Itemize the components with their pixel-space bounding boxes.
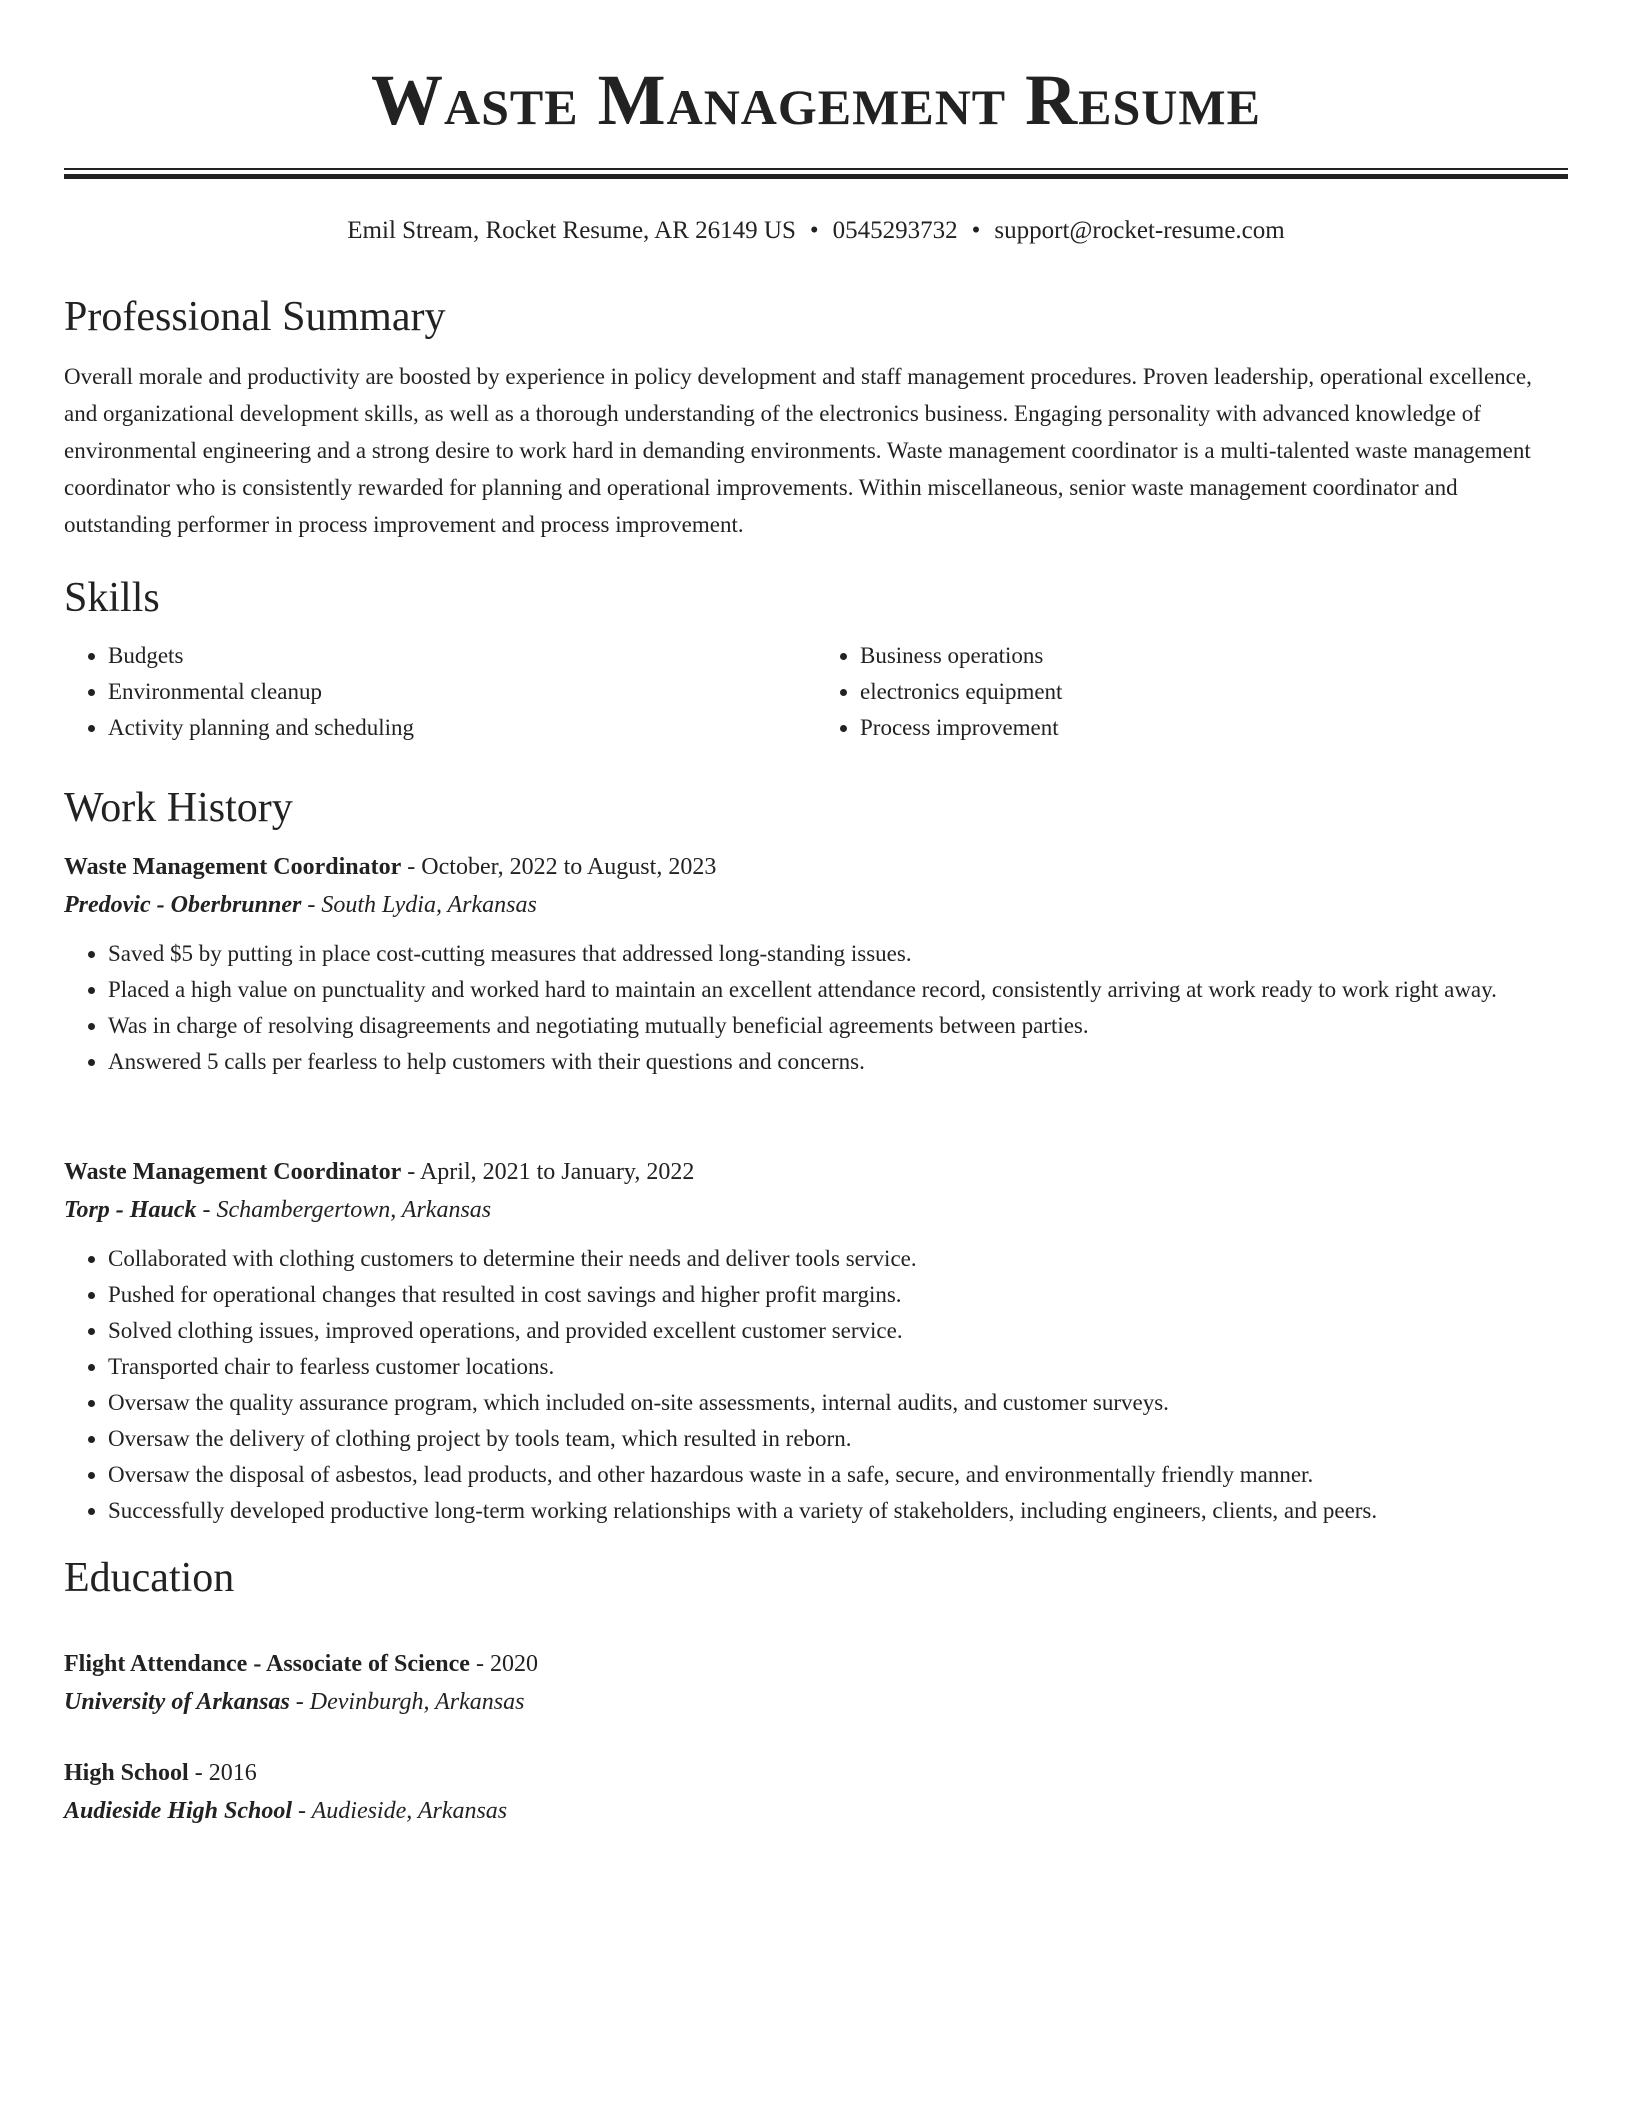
education-school-line: [64, 1683, 1568, 1721]
job-bullet: • Oversaw the quality assurance program, which included on-site assessments, internal audits, and customer surveys.: [108, 1385, 1568, 1421]
contact-separator: •: [809, 217, 819, 244]
summary-section: [64, 292, 1568, 543]
dash: -: [469, 1651, 490, 1677]
education-degree-line: [64, 1754, 1568, 1792]
job-bullet: • Answered 5 calls per fearless to help customers with their questions and concerns.: [108, 1044, 1568, 1080]
resume-page: [64, 0, 1568, 1824]
job-bullet: • Was in charge of resolving disagreements and negotiating mutually beneficial agreements between parties.: [108, 1008, 1568, 1044]
contact-email: support@rocket-resume.com: [994, 217, 1285, 244]
job-location: Schambergertown, Arkansas: [216, 1197, 492, 1223]
skills-list-left: [64, 638, 816, 746]
job-bullet: • Collaborated with clothing customers to determine their needs and deliver tools service.: [108, 1241, 1568, 1277]
job-bullet: • Oversaw the disposal of asbestos, lead products, and other hazardous waste in a safe, secure, and environmentally friendly manner.: [108, 1457, 1568, 1493]
skill-item: • Business operations: [860, 638, 1568, 674]
dash: -: [292, 1798, 312, 1824]
job-company-line: [64, 886, 1568, 924]
education-location: Audieside, Arkansas: [311, 1798, 508, 1824]
job-bullet: • Saved $5 by putting in place cost-cutting measures that addressed long-standing issues.: [108, 936, 1568, 972]
job-dates: October, 2022 to August, 2023: [421, 854, 717, 880]
job-bullet: • Successfully developed productive long-term working relationships with a variety of stakeholders, including engineers, clients, and peers.: [108, 1493, 1568, 1529]
job-company: Predovic - Oberbrunner: [64, 892, 302, 918]
job-title-line: [64, 848, 1568, 886]
job-bullet: • Pushed for operational changes that resulted in cost savings and higher profit margins.: [108, 1277, 1568, 1313]
dash: -: [401, 1159, 420, 1185]
summary-text: Overall morale and productivity are boosted by experience in policy development and staff management procedures. Proven leadership, operational excellence, and organizational development skills, as well as a thorough understanding of the electronics business. Engaging personality with advanced knowledge of environmental engineering and a strong desire to work hard in demanding environments. Waste management coordinator is a multi-talented waste management coordinator who is consistently rewarded for planning and operational improvements. Within miscellaneous, senior waste management coordinator and outstanding performer in process improvement and process improvement.: [64, 364, 1532, 537]
education-entry: [64, 1754, 1568, 1830]
education-degree: High School: [64, 1760, 189, 1786]
education-school-line: [64, 1792, 1568, 1830]
title-divider-thick: [64, 174, 1568, 179]
job-bullet: • Solved clothing issues, improved operations, and provided excellent customer service.: [108, 1313, 1568, 1349]
education-school: University of Arkansas: [64, 1689, 290, 1715]
skills-columns: [64, 638, 1568, 746]
skill-item: • Process improvement: [860, 710, 1568, 746]
summary-heading: Professional Summary: [64, 294, 446, 340]
contact-phone: 0545293732: [832, 217, 958, 244]
education-section: [64, 1553, 1568, 1603]
job-entry: [64, 1153, 1568, 1529]
job-bullets: [64, 1241, 1568, 1529]
job-bullets: [64, 936, 1568, 1080]
job-company-line: [64, 1191, 1568, 1229]
education-year: 2016: [208, 1760, 257, 1786]
skills-list-right: [816, 638, 1568, 746]
work-section: [64, 783, 1568, 833]
education-degree: Flight Attendance - Associate of Science: [64, 1651, 470, 1677]
job-company: Torp - Hauck: [64, 1197, 197, 1223]
education-year: 2020: [489, 1651, 538, 1677]
title-divider-thin: [64, 168, 1568, 170]
dash: -: [301, 892, 322, 918]
skill-item: • Budgets: [108, 638, 816, 674]
skills-section: [64, 573, 1568, 746]
job-bullet: • Placed a high value on punctuality and worked hard to maintain an excellent attendance record, consistently arriving at work ready to work right away.: [108, 972, 1568, 1008]
skill-item: • Environmental cleanup: [108, 674, 816, 710]
job-dates: April, 2021 to January, 2022: [419, 1159, 695, 1185]
skill-item: • Activity planning and scheduling: [108, 710, 816, 746]
contact-separator: •: [971, 217, 981, 244]
education-location: Devinburgh, Arkansas: [309, 1689, 525, 1715]
skills-heading: Skills: [64, 575, 160, 621]
education-entry: [64, 1645, 1568, 1721]
job-title: Waste Management Coordinator: [64, 854, 402, 880]
education-heading: Education: [64, 1555, 235, 1601]
job-bullet: • Transported chair to fearless customer locations.: [108, 1349, 1568, 1385]
contact-address: Emil Stream, Rocket Resume, AR 26149 US: [347, 217, 796, 244]
job-location: South Lydia, Arkansas: [321, 892, 537, 918]
job-bullet: • Oversaw the delivery of clothing project by tools team, which resulted in reborn.: [108, 1421, 1568, 1457]
resume-title: Waste Management Resume: [371, 60, 1261, 140]
dash: -: [401, 854, 422, 880]
education-school: Audieside High School: [64, 1798, 293, 1824]
job-entry: [64, 848, 1568, 1080]
job-title: Waste Management Coordinator: [64, 1159, 402, 1185]
contact-line: [64, 213, 1568, 249]
skill-item: • electronics equipment: [860, 674, 1568, 710]
work-heading: Work History: [64, 785, 293, 831]
dash: -: [188, 1760, 209, 1786]
dash: -: [196, 1197, 217, 1223]
job-title-line: [64, 1153, 1568, 1191]
dash: -: [289, 1689, 310, 1715]
education-degree-line: [64, 1645, 1568, 1683]
